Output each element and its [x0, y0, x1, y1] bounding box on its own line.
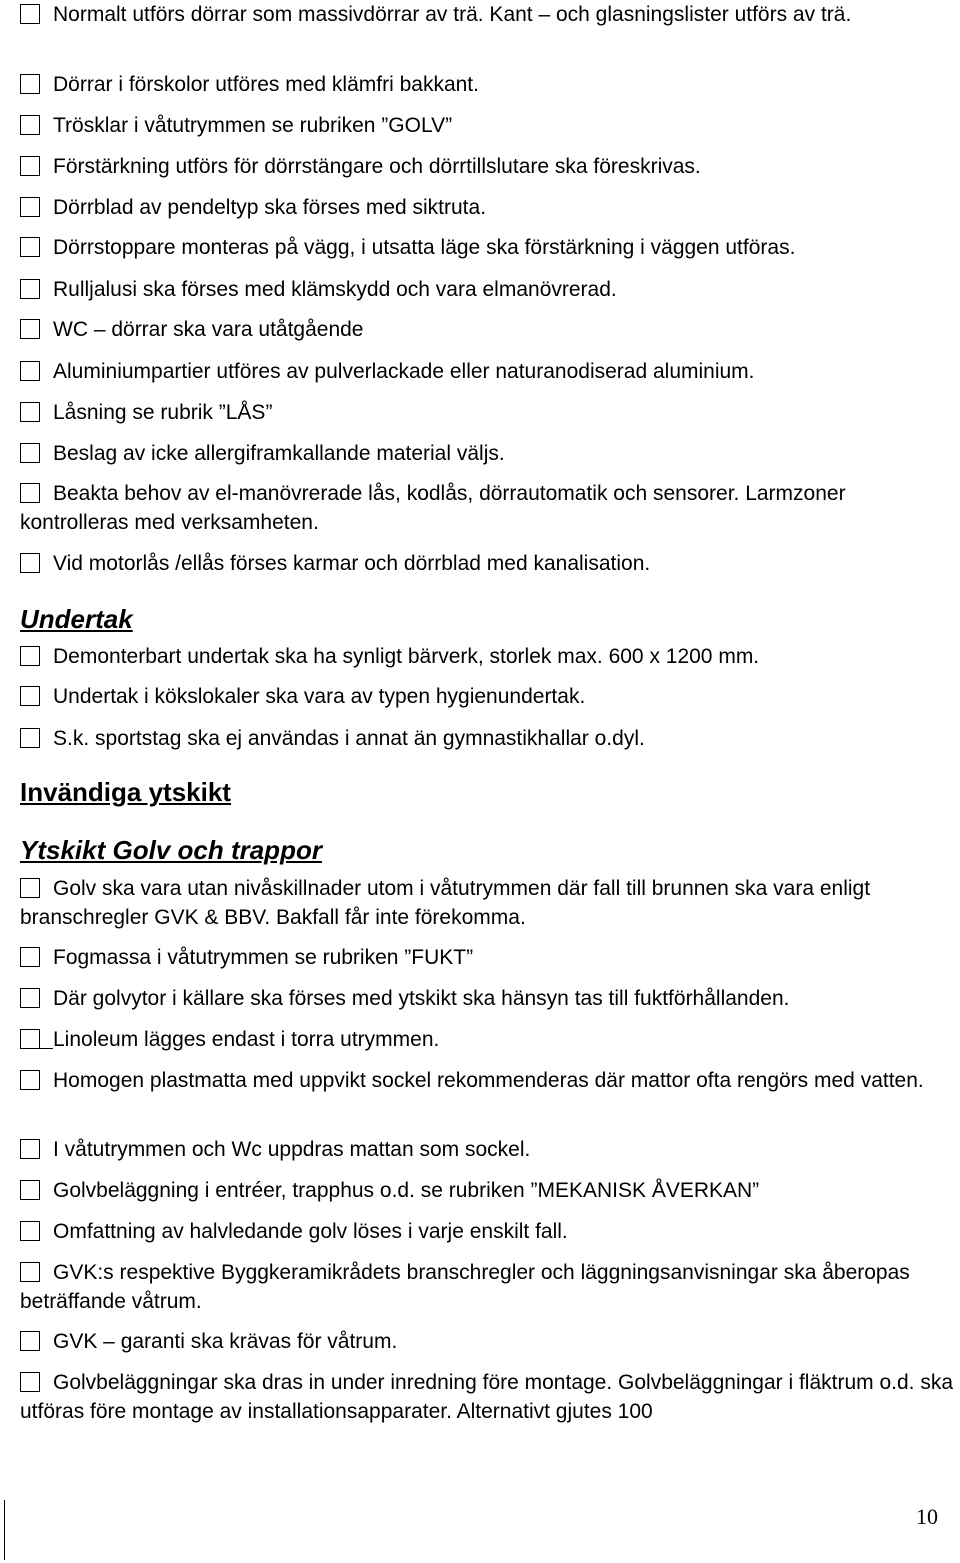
checklist-item [20, 1176, 956, 1205]
checklist-item-text: WC – dörrar ska vara utåtgående [53, 318, 364, 341]
checklist-item [20, 357, 956, 386]
checklist-item-text: I våtutrymmen och Wc uppdras mattan som sockel. [53, 1138, 531, 1161]
checklist-item-text: Fogmassa i våtutrymmen se rubriken ”FUKT” [53, 946, 474, 969]
checklist-item-text: Aluminiumpartier utföres av pulverlackade eller naturanodiserad aluminium. [53, 360, 755, 383]
checkbox[interactable] [20, 361, 40, 381]
checklist-item [20, 874, 956, 932]
checkbox[interactable] [20, 1180, 40, 1200]
section-heading-invandiga-ytskikt: Invändiga ytskikt [20, 777, 231, 807]
checklist-item [20, 984, 956, 1013]
checkbox[interactable] [20, 686, 40, 706]
checklist-item [20, 1368, 956, 1426]
checklist-item-text: Rulljalusi ska förses med klämskydd och vara elmanövrerad. [53, 278, 617, 301]
checkbox[interactable] [20, 728, 40, 748]
checklist-item [20, 1258, 956, 1316]
checklist-item-text: Golvbeläggning i entréer, trapphus o.d. se rubriken ”MEKANISK ÅVERKAN” [53, 1179, 760, 1202]
checklist-item [20, 682, 956, 711]
checkbox[interactable] [20, 115, 40, 135]
checklist-item [20, 0, 956, 29]
checklist-item-text: Golv ska vara utan nivåskillnader utom i våtutrymmen där fall till brunnen ska vara enligt branschregler GVK & BBV. Bakfall får inte förekomma. [20, 877, 871, 929]
checkbox[interactable] [20, 237, 40, 257]
checklist-item [20, 233, 956, 262]
checklist-item [20, 943, 956, 972]
checklist-item-text: Vid motorlås /ellås förses karmar och dörrblad med kanalisation. [53, 552, 651, 575]
checklist-item [20, 1066, 956, 1095]
checkbox[interactable] [20, 197, 40, 217]
checklist-item-text: Omfattning av halvledande golv löses i varje enskilt fall. [53, 1220, 568, 1243]
checklist-item [20, 724, 956, 753]
checkbox[interactable] [20, 74, 40, 94]
checklist-item [20, 70, 956, 99]
page-number: 10 [916, 1504, 938, 1529]
checklist-item [20, 398, 956, 427]
checklist-item [20, 1135, 956, 1164]
checkbox[interactable] [20, 1029, 40, 1049]
checklist-item [20, 1025, 956, 1054]
checklist-item-text: Demonterbart undertak ska ha synligt bärverk, storlek max. 600 x 1200 mm. [53, 645, 760, 668]
checkbox[interactable] [20, 1262, 40, 1282]
checkbox[interactable] [20, 878, 40, 898]
checklist-item-text: Normalt utförs dörrar som massivdörrar av trä. Kant – och glasningslister utförs av trä. [53, 3, 852, 26]
underline-mark [40, 1029, 53, 1049]
checkbox[interactable] [20, 483, 40, 503]
checklist-item [20, 152, 956, 181]
checklist-item [20, 479, 956, 537]
margin-rule [4, 1500, 5, 1560]
checklist-item-text: GVK – garanti ska krävas för våtrum. [53, 1330, 398, 1353]
checkbox[interactable] [20, 156, 40, 176]
checkbox[interactable] [20, 319, 40, 339]
checklist-item-text: Linoleum lägges endast i torra utrymmen. [53, 1028, 440, 1051]
checklist-item [20, 439, 956, 468]
checklist-item-text: Dörrblad av pendeltyp ska förses med siktruta. [53, 196, 487, 219]
checklist-item-text: Beslag av icke allergiframkallande material väljs. [53, 442, 505, 465]
checklist-item [20, 1217, 956, 1246]
checklist-item [20, 111, 956, 140]
checklist-item-text: Golvbeläggningar ska dras in under inredning före montage. Golvbeläggningar i fläktrum o.d. ska utföras före montage av installationsapparater. Alternativt gjutes 100 [20, 1371, 954, 1423]
checkbox[interactable] [20, 1139, 40, 1159]
checkbox[interactable] [20, 553, 40, 573]
checklist-item-text: S.k. sportstag ska ej användas i annat än gymnastikhallar o.dyl. [53, 727, 645, 750]
checkbox[interactable] [20, 443, 40, 463]
checklist-item [20, 275, 956, 304]
checklist-item [20, 1327, 956, 1356]
checklist-item-text: Låsning se rubrik ”LÅS” [53, 401, 273, 424]
checklist-item-text: Dörrar i förskolor utföres med klämfri bakkant. [53, 73, 479, 96]
checklist-item [20, 315, 956, 344]
section-heading-ytskikt-golv-trappor: Ytskikt Golv och trappor [20, 835, 322, 865]
checkbox[interactable] [20, 1221, 40, 1241]
checkbox[interactable] [20, 1070, 40, 1090]
checkbox[interactable] [20, 988, 40, 1008]
checklist-item-text: Trösklar i våtutrymmen se rubriken ”GOLV” [53, 114, 453, 137]
checkbox[interactable] [20, 1372, 40, 1392]
checkbox[interactable] [20, 646, 40, 666]
checkbox[interactable] [20, 279, 40, 299]
checkbox[interactable] [20, 947, 40, 967]
checkbox[interactable] [20, 1331, 40, 1351]
checklist-item-text: Homogen plastmatta med uppvikt sockel rekommenderas där mattor ofta rengörs med vatten. [53, 1069, 924, 1092]
checklist-item-text: Beakta behov av el-manövrerade lås, kodlås, dörrautomatik och sensorer. Larmzoner kontrolleras med verksamheten. [20, 482, 846, 534]
checklist-item-text: Dörrstoppare monteras på vägg, i utsatta läge ska förstärkning i väggen utföras. [53, 236, 796, 259]
section-heading-undertak: Undertak [20, 604, 133, 634]
checklist-item [20, 642, 956, 671]
checklist-item-text: Förstärkning utförs för dörrstängare och dörrtillslutare ska föreskrivas. [53, 155, 701, 178]
checklist-item-text: Där golvytor i källare ska förses med ytskikt ska hänsyn tas till fuktförhållanden. [53, 987, 790, 1010]
checklist-item-text: Undertak i kökslokaler ska vara av typen hygienundertak. [53, 685, 586, 708]
checklist-item-text: GVK:s respektive Byggkeramikrådets branschregler och läggningsanvisningar ska åberopas beträffande våtrum. [20, 1261, 910, 1313]
checkbox[interactable] [20, 4, 40, 24]
checklist-item [20, 193, 956, 222]
checkbox[interactable] [20, 402, 40, 422]
checklist-item [20, 549, 956, 578]
